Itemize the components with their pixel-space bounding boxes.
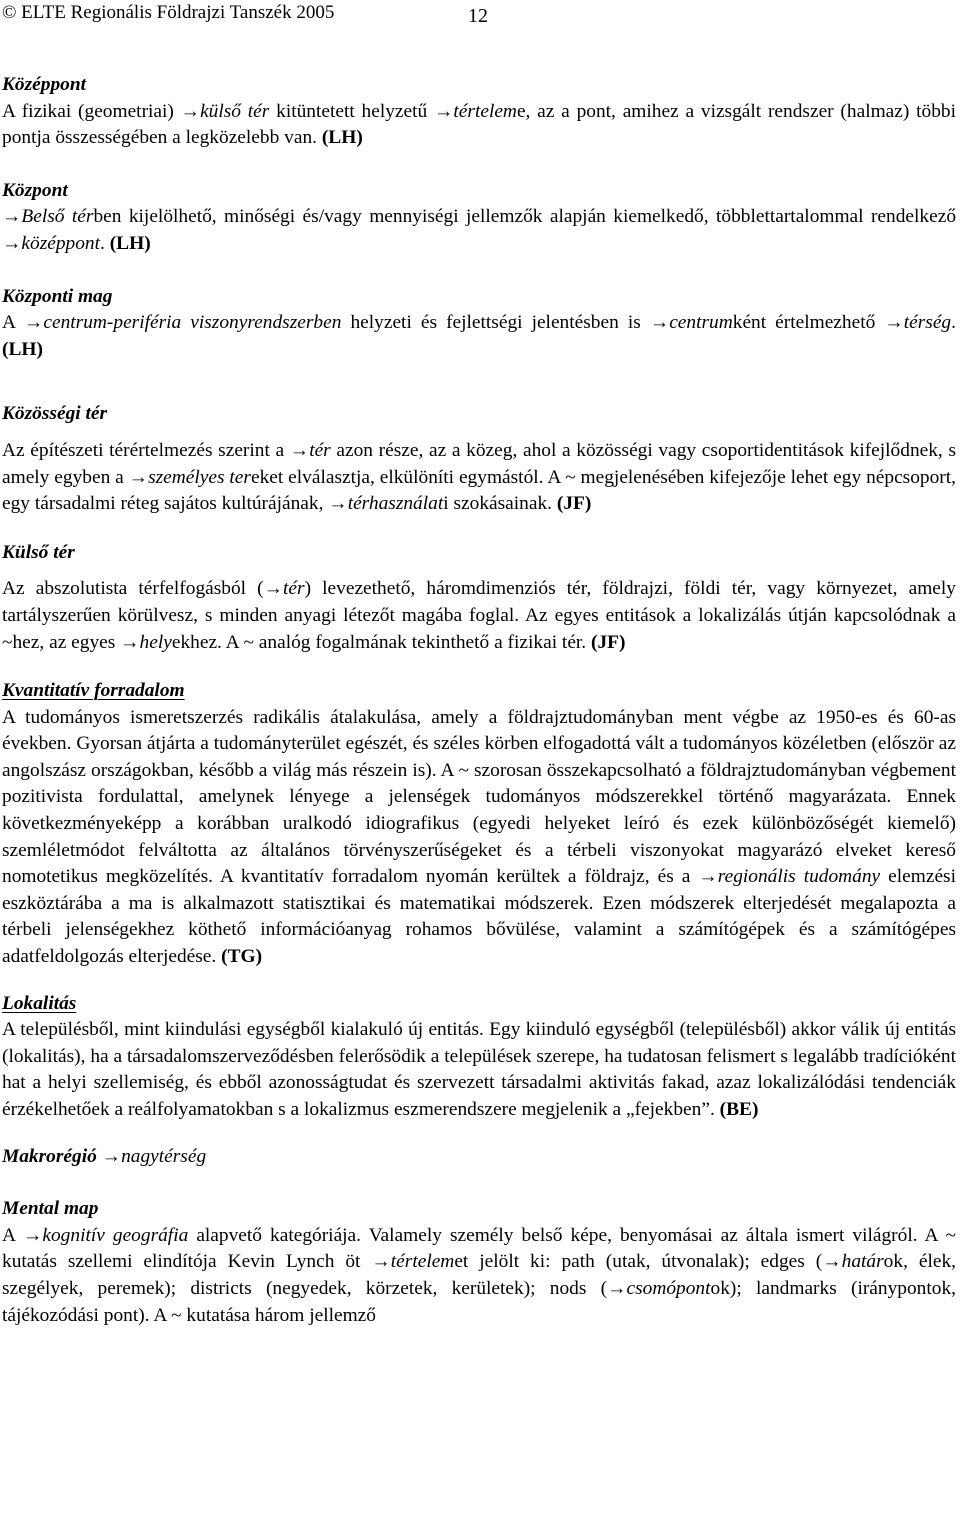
cross-reference: centrum-periféria viszonyrendszerben [43,312,342,334]
entry-term: Közösségi tér [2,403,108,425]
cross-reference: külső tér [200,100,270,122]
entry-body [2,1223,956,1329]
body-text: . [951,312,956,334]
body-text: ként értelmezhető [732,312,885,334]
glossary-content [2,72,956,1329]
arrow-icon: → [822,1251,842,1273]
entry-term: Kvantitatív forradalom [2,680,185,702]
body-text: e, az a pont, amihez a vizsgált rendszer (halmaz) többi pontja összességében a legközelebb van. [2,100,956,149]
cross-reference: hely [139,631,172,653]
body-text: A településből, mint kiindulási egységből kialakuló új entitás. Egy kiinduló egységből (településből) akkor válik új entitás (lokalitás), ha a társadalomszerveződésben felerősödik a települések szerepe, ha tudatosan felismert s legalább tradícióként hat a helyi szellemiség, és ebből azonosságtudat és szervezett társadalmi aktivitás fakad, azaz lokalizálódási tendenciák érzékelhetőek a reálfolyamatokban s a lokalizmus eszmerendszere megjelenik a „fejekben”. [2,1019,956,1120]
glossary-entry [2,678,956,971]
arrow-icon: → [698,866,718,888]
author-signature: (TG) [221,946,263,968]
body-text: et jelölt ki: path (utak, útvonalak); edges ( [454,1251,823,1273]
body-text: A tudományos ismeretszerzés radikális átalakulása, amely a földrajztudományban ment végbe az 1950-es és 60-as években. Gyorsan átjárta a tudományterület egészét, és széles körben elfogadottá vált a tudományos közéletben (először az angolszász országokban, később a világ más részein is). A ~ szorosan összekapcsolható a földrajztudományban végbement pozitivista fordulattal, amelynek lényege a jelenségek tudományos módszerekkel történő magyarázata. Ennek következményeképp a korábban uralkodó idiografikus (egyedi helyeket leíró és ezek különbözőségét kiemelő) szemléletmódot felváltotta az általános törvényszerűségeket és a térbeli viszonyokat magyarázó elveket kereső nomotetikus megközelítés. A kvantitatív forradalom nyomán kerültek a földrajz, és a [2,706,956,888]
glossary-entry [2,284,956,364]
cross-reference: tértelem [453,100,517,122]
body-text: eket elválasztja, elkülöníti egymástól. A ~ megjelenésében kifejezője lehet egy népcsoport, egy társadalmi réteg sajátos kultúrájának, [2,466,956,515]
glossary-entry [2,1144,956,1171]
cross-reference: nagytérség [121,1145,207,1167]
glossary-entry [2,540,956,656]
arrow-icon: → [120,631,140,653]
body-text: helyzeti és fejlettségi jelentésben is [341,312,650,334]
body-text: azon része, az a közeg, ahol a közösségi vagy csoportidentitások kifejlődnek, s amely egyben a [2,439,956,488]
body-text: Az építészeti térértelmezés szerint a [2,439,290,461]
body-text: ok); landmarks (iránypontok, tájékozódási pont). A ~ kutatása három jellemző [2,1277,956,1326]
cross-reference: tértelem [390,1251,455,1273]
arrow-icon: → [649,312,670,334]
body-text: alapvető kategóriája. Valamely személy belső képe, benyomásai az általa ismert világról. A ~ kutatás szellemi elindítója Kevin Lynch öt [2,1224,957,1273]
entry-term: Makrorégió [2,1145,97,1167]
arrow-icon: → [2,232,22,254]
entry-term-line [2,1144,956,1171]
author-signature: (BE) [719,1099,759,1120]
author-signature: (LH) [321,127,363,149]
arrow-icon: → [434,100,454,122]
cross-reference: Belső tér [21,206,94,228]
entry-body [2,1017,956,1123]
entry-body [2,204,956,257]
arrow-icon: → [263,578,284,600]
body-text: ) levezethető, háromdimenziós tér, földrajzi, földi tér, vagy környezet, amely tartályszerűen körülvesz, s minden anyagi létezőt magába foglal. Az egyes entitások a lokalizálás útján kapcsolódnak a ~hez, az egyes [2,578,956,653]
cross-reference: határ [841,1251,884,1273]
body-text: i szokásainak. [443,493,557,515]
body-text: A [2,312,24,334]
glossary-entry [2,401,956,517]
entry-term: Lokalitás [2,992,77,1014]
cross-reference: térség [903,312,952,334]
body-text: elemzési eszköztárába a ma is alkalmazott statisztikai és matematikai módszerek. Ezen módszerek elterjedését megalapozta a térbeli jelenségekhez köthető információanyag rohamos bővülése, valamint a számítógépek és a számítógépes adatfeldolgozás elterjedése. [2,866,956,968]
entry-body [2,705,956,971]
author-signature: (LH) [109,232,151,254]
cross-reference: térhasználat [347,493,444,515]
glossary-entry [2,178,956,258]
glossary-entry [2,991,956,1124]
entry-term: Középpont [2,74,87,95]
body-text: ben kijelölhető, minőségi és/vagy mennyiségi jellemzők alapján kiemelkedő, többlettartalommal rendelkező [93,206,957,228]
body-text: kitüntetett helyzetű [269,100,435,122]
cross-reference: tér [283,578,305,600]
author-signature: (JF) [591,631,626,653]
body-text: A fizikai (geometriai) [2,100,181,122]
entry-body [2,438,956,518]
arrow-icon: → [884,312,904,334]
body-text: ekhez. A ~ analóg fogalmának tekinthető a fizikai tér. [171,631,592,653]
entry-term: Mental map [2,1198,99,1220]
glossary-entry [2,1196,956,1329]
arrow-icon: → [2,206,22,228]
arrow-icon: → [607,1277,627,1299]
entry-term: Központi mag [2,285,113,307]
body-text: . [100,232,110,254]
entry-body [2,310,956,363]
cross-reference: centrum [669,312,733,334]
author-signature: (LH) [2,338,43,360]
arrow-icon: → [328,493,348,515]
entry-term: Külső tér [2,541,75,563]
cross-reference: regionális tudomány [717,866,881,888]
arrow-icon: → [22,1224,43,1246]
body-text: Az abszolutista térfelfogásból ( [2,578,264,600]
arrow-icon: → [128,466,149,488]
arrow-icon: → [371,1251,391,1273]
body-text: ok, élek, szegélyek, peremek); districts (negyedek, körzetek, kerületek); nods ( [2,1251,956,1299]
entry-term: Központ [2,179,68,201]
cross-reference: tér [309,439,331,461]
cross-reference: középpont [21,232,101,254]
cross-reference: csomópont [626,1277,711,1299]
arrow-icon: → [180,100,201,122]
cross-reference: kognitív geográfia [42,1224,189,1246]
copyright-notice: © ELTE Regionális Földrajzi Tanszék 2005 [2,2,335,23]
page-number: 12 [468,5,488,27]
arrow-icon: → [289,439,310,461]
author-signature: (JF) [556,493,592,515]
page-header [2,0,488,30]
entry-body [2,576,956,656]
glossary-entry [2,72,956,152]
body-text: A [2,1224,23,1246]
arrow-icon: → [23,312,44,334]
cross-reference: személyes ter [148,466,251,488]
arrow-icon: → [101,1145,122,1167]
entry-body [2,99,956,152]
